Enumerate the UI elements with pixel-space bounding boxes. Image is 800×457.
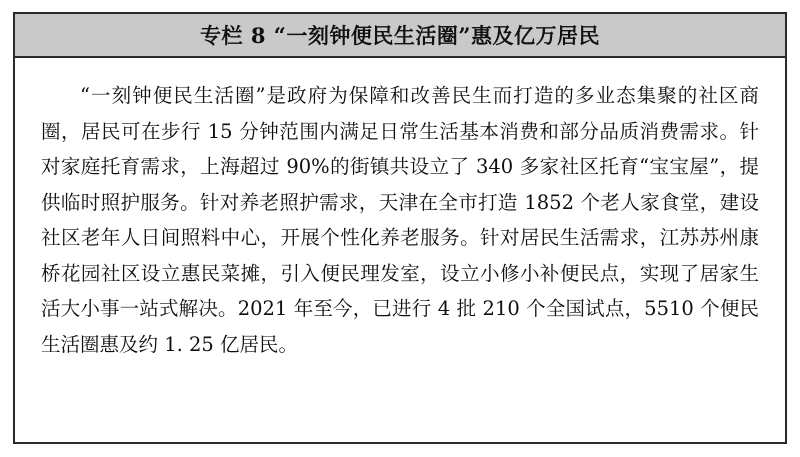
callout-box (13, 12, 787, 444)
callout-box-title: 专栏 8 “一刻钟便民生活圈”惠及亿万居民 (200, 23, 600, 48)
callout-body-paragraph: “一刻钟便民生活圈”是政府为保障和改善民生而打造的多业态集聚的社区商圈，居民可在步行 15 分钟范围内满足日常生活基本消费和部分品质消费需求。针对家庭托育需求，上海超过 90%的街镇共设立了 340 多家社区托育“宝宝屋”，提供临时照护服务。针对养老照护需求，天津在全市打造 1852 个老人家食堂，建设社区老年人日间照料中心，开展个性化养老服务。针对居民生活需求，江苏苏州康桥花园社区设立惠民菜摊，引入便民理发室，设立小修小补便民点，实现了居家生活大小事一站式解决。2021 年至今，已进行 4 批 210 个全国试点，5510 个便民生活圈惠及约 1. 25 亿居民。 (41, 84, 759, 356)
callout-box-header (15, 14, 785, 58)
callout-box-body (15, 58, 785, 372)
